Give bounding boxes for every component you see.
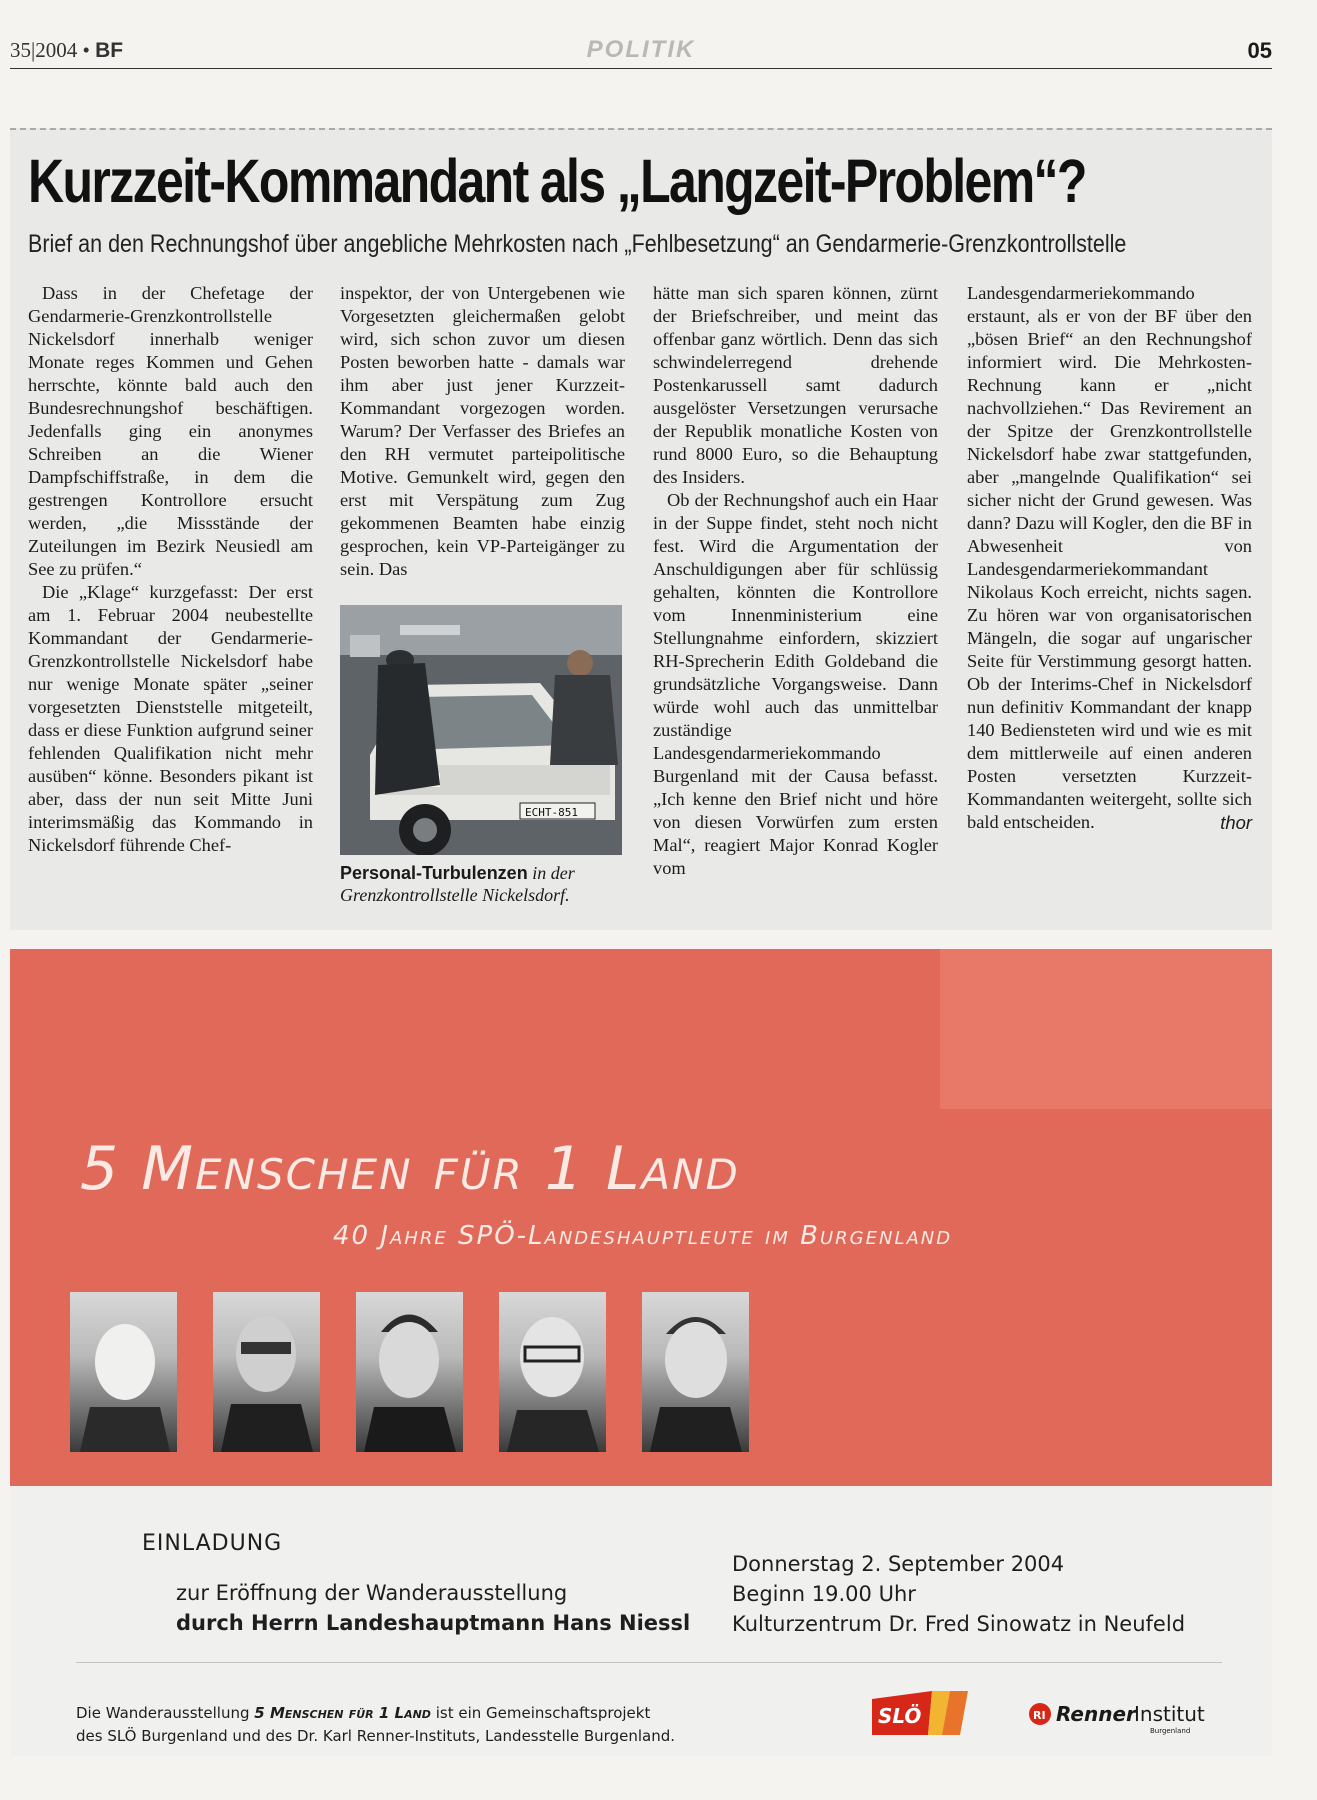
article-column-2: [340, 282, 625, 581]
invitation-line: zur Eröffnung der Wanderausstellung: [176, 1581, 568, 1605]
slo-logo: [872, 1691, 968, 1735]
event-time: Beginn 19.00 Uhr: [732, 1582, 916, 1606]
event-date: Donnerstag 2. September 2004: [732, 1552, 1065, 1576]
paragraph: Die „Klage“ kurzgefasst: Der erst am 1. Februar 2004 neubestellte Kommandant der Gendarmerie-Grenzkontrollstelle Nickelsdorf habe nur wenige Monate später „seiner vorgesetzten Dienststelle mitgeteilt, dass er diese Funktion aufgrund seiner fehlenden Qualifikation nicht mehr ausüben“ könne. Besonders pikant ist aber, dass der nun seit Mitte Juni interimsmäßig das Kommando in Nickelsdorf führende Chef-: [28, 582, 313, 855]
paragraph: Landesgendarmeriekommando erstaunt, als er von der BF über den „bösen Brief“ an den Rechnungshof informiert wird. Die Mehrkosten-Rechnung kann er „nicht nachvollziehen.“ Das Revirement an der Spitze der Grenzkontrollstelle Nickelsdorf habe zwar stattgefunden, aber „mangelnde Qualifikation“ sei sicher nicht der Grund gewesen. Was dann? Dazu will Kogler, den die BF in Abwesenheit von Landesgendarmeriekommandant Nikolaus Koch erreicht, nichts sagen. Zu hören war von organisatorischen Mängeln, die sogar auf ungarischer Seite für Verstimmung gesorgt hatten. Ob der Interims-Chef in Nickelsdorf nun definitiv Kommandant der knapp 140 Bediensteten wird und wie es mit dem mittlerweile auf einen anderen Posten versetzten Kurzzeit-Kommandanten weitergeht, sollte sich bald entscheiden. thor: [967, 283, 1252, 833]
portrait-photo: [642, 1292, 749, 1452]
invitation-heading: EINLADUNG: [142, 1531, 283, 1556]
event-venue: Kulturzentrum Dr. Fred Sinowatz in Neufeld: [732, 1612, 1186, 1636]
portrait-photo: [213, 1292, 320, 1452]
portrait-photo: [70, 1292, 177, 1452]
article-column-3: [653, 282, 938, 880]
page-number: 05: [1247, 38, 1272, 63]
author-signature: thor: [1220, 812, 1252, 833]
page-header: [10, 28, 1272, 69]
ad-decor-block: [940, 949, 1272, 1109]
article: [10, 128, 1272, 930]
advertisement: [10, 949, 1272, 1486]
svg-text:RI: RI: [1033, 1709, 1046, 1722]
portrait-photo: [499, 1292, 606, 1452]
section-title: POLITIK: [586, 36, 696, 63]
car-photo-illustration: [340, 605, 622, 855]
svg-text:SLÖ: SLÖ: [878, 1704, 922, 1728]
invitation-panel: [10, 1486, 1272, 1756]
issue-info: 35|2004 • BF: [10, 38, 124, 62]
svg-text:Renner: Renner: [1056, 1702, 1136, 1726]
ad-subtitle: 40 Jahre SPÖ-Landeshauptleute im Burgenland: [333, 1221, 953, 1251]
paragraph: hätte man sich sparen können, zürnt der Briefschreiber, und meint das offenbar ganz wörtlich. Denn das sich schwindelerregend drehende Postenkarussell samt dadurch ausgelöster Versetzungen verursache der Republik monatliche Kosten von rund 8000 Euro, so die Behauptung des Insiders.: [653, 283, 938, 487]
paragraph: inspektor, der von Untergebenen wie Vorgesetzten gleichermaßen gelobt wird, sich schon zuvor um diesen Posten beworben hatte - damals war ihm aber just jener Kurzzeit-Kommandant vorgezogen worden. Warum? Der Verfasser des Briefes an den RH vermutet parteipolitische Motive. Gemunkelt wird, gegen den erst mit Verspätung zum Zug gekommenen Beamten habe einzig gesprochen, kein VP-Parteigänger zu sein. Das: [340, 283, 625, 579]
headline: Kurzzeit-Kommandant als „Langzeit-Problem“?: [28, 147, 1086, 215]
ad-title: 5 Menschen für 1 Land: [80, 1134, 740, 1204]
renner-institut-logo: [1028, 1696, 1228, 1736]
paragraph: Dass in der Chefetage der Gendarmerie-Grenzkontrollstelle Nickelsdorf innerhalb weniger Monate reges Kommen und Gehen herrschte, könnte bald auch den Bundesrechnungshof beschäftigen. Jedenfalls ging ein anonymes Schreiben an die Wiener Dampfschiffstraße, in dem die gestrengen Kontrollore ersucht werden, „die Missstände der Zuteilungen im Bezirk Neusiedl am See zu prüfen.“: [28, 283, 313, 579]
article-photo: [340, 605, 622, 855]
svg-text:Burgenland: Burgenland: [1150, 1727, 1191, 1735]
article-column-1: [28, 282, 313, 857]
paragraph: Ob der Rechnungshof auch ein Haar in der Suppe findet, steht noch nicht fest. Wird die Argumentation der Anschuldigungen aber für schlüssig gehalten, könnten die Kontrollore vom Innenministerium eine Stellungnahme einfordern, skizziert RH-Sprecherin Edith Goldeband die grundsätzliche Vorgangsweise. Dann würde wohl auch das unmittelbar zuständige Landesgendarmeriekommando Burgenland mit der Causa befasst. „Ich kenne den Brief nicht und höre von diesen Vorwürfen zum ersten Mal“, reagiert Major Konrad Kogler vom: [653, 490, 938, 878]
photo-caption: Personal-Turbulenzen in der Grenzkontrollstelle Nickelsdorf.: [340, 863, 575, 905]
license-plate: ECHT-851: [525, 806, 578, 819]
svg-text:Institut: Institut: [1134, 1702, 1205, 1726]
portrait-photo: [356, 1292, 463, 1452]
footer-note: des SLÖ Burgenland und des Dr. Karl Renner-Instituts, Landesstelle Burgenland.: [76, 1727, 675, 1745]
subheadline: Brief an den Rechnungshof über angebliche Mehrkosten nach „Fehlbesetzung“ an Gendarmerie-Grenzkontrollstelle: [28, 230, 1127, 258]
footer-note: Die Wanderausstellung 5 Menschen für 1 Land ist ein Gemeinschaftsprojekt: [76, 1704, 651, 1722]
divider: [76, 1662, 1222, 1663]
invitation-line-host: durch Herrn Landeshauptmann Hans Niessl: [176, 1611, 691, 1635]
article-column-4: [967, 282, 1252, 834]
